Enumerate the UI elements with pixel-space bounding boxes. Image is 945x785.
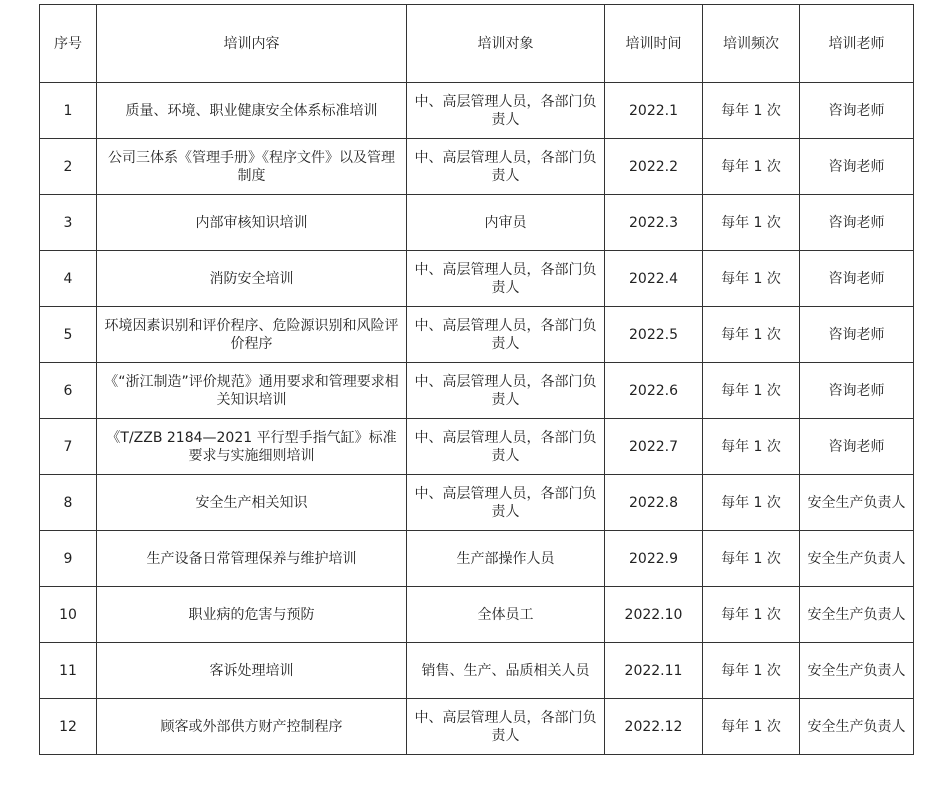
cell-frequency: 每年 1 次 [703, 587, 800, 643]
table-row [40, 475, 914, 531]
cell-target: 全体员工 [407, 587, 605, 643]
header-content: 培训内容 [97, 5, 407, 83]
cell-content: 质量、环境、职业健康安全体系标准培训 [97, 83, 407, 139]
cell-target: 内审员 [407, 195, 605, 251]
cell-target: 中、高层管理人员，各部门负责人 [407, 251, 605, 307]
cell-time: 2022.5 [605, 307, 703, 363]
cell-content: 《T/ZZB 2184—2021 平行型手指气缸》标准要求与实施细则培训 [97, 419, 407, 475]
cell-target: 中、高层管理人员，各部门负责人 [407, 307, 605, 363]
cell-time: 2022.3 [605, 195, 703, 251]
cell-no: 11 [40, 643, 97, 699]
cell-no: 10 [40, 587, 97, 643]
cell-teacher: 咨询老师 [800, 83, 914, 139]
cell-frequency: 每年 1 次 [703, 83, 800, 139]
cell-teacher: 安全生产负责人 [800, 531, 914, 587]
table-row [40, 307, 914, 363]
cell-frequency: 每年 1 次 [703, 699, 800, 755]
cell-frequency: 每年 1 次 [703, 643, 800, 699]
table-header-row [40, 5, 914, 83]
cell-target: 生产部操作人员 [407, 531, 605, 587]
table-row [40, 531, 914, 587]
header-no: 序号 [40, 5, 97, 83]
cell-frequency: 每年 1 次 [703, 139, 800, 195]
cell-target: 中、高层管理人员，各部门负责人 [407, 699, 605, 755]
cell-no: 12 [40, 699, 97, 755]
cell-time: 2022.4 [605, 251, 703, 307]
cell-teacher: 安全生产负责人 [800, 475, 914, 531]
cell-content: 消防安全培训 [97, 251, 407, 307]
cell-no: 9 [40, 531, 97, 587]
cell-content: 内部审核知识培训 [97, 195, 407, 251]
cell-teacher: 咨询老师 [800, 139, 914, 195]
table-row [40, 587, 914, 643]
cell-content: 《“浙江制造”评价规范》通用要求和管理要求相关知识培训 [97, 363, 407, 419]
cell-frequency: 每年 1 次 [703, 307, 800, 363]
cell-time: 2022.7 [605, 419, 703, 475]
cell-target: 中、高层管理人员，各部门负责人 [407, 363, 605, 419]
cell-time: 2022.1 [605, 83, 703, 139]
cell-frequency: 每年 1 次 [703, 419, 800, 475]
cell-frequency: 每年 1 次 [703, 531, 800, 587]
cell-time: 2022.9 [605, 531, 703, 587]
cell-frequency: 每年 1 次 [703, 195, 800, 251]
cell-time: 2022.2 [605, 139, 703, 195]
cell-time: 2022.11 [605, 643, 703, 699]
cell-target: 销售、生产、品质相关人员 [407, 643, 605, 699]
table-row [40, 195, 914, 251]
header-teacher: 培训老师 [800, 5, 914, 83]
cell-no: 3 [40, 195, 97, 251]
cell-content: 公司三体系《管理手册》《程序文件》以及管理制度 [97, 139, 407, 195]
cell-time: 2022.12 [605, 699, 703, 755]
cell-no: 8 [40, 475, 97, 531]
table-row [40, 83, 914, 139]
table-row [40, 643, 914, 699]
cell-teacher: 咨询老师 [800, 251, 914, 307]
cell-no: 4 [40, 251, 97, 307]
header-target: 培训对象 [407, 5, 605, 83]
cell-content: 职业病的危害与预防 [97, 587, 407, 643]
table-row [40, 139, 914, 195]
table-row [40, 251, 914, 307]
cell-content: 客诉处理培训 [97, 643, 407, 699]
cell-teacher: 咨询老师 [800, 195, 914, 251]
cell-teacher: 咨询老师 [800, 307, 914, 363]
cell-teacher: 安全生产负责人 [800, 699, 914, 755]
cell-target: 中、高层管理人员，各部门负责人 [407, 419, 605, 475]
training-plan-table [39, 4, 914, 755]
cell-content: 生产设备日常管理保养与维护培训 [97, 531, 407, 587]
cell-time: 2022.6 [605, 363, 703, 419]
cell-no: 1 [40, 83, 97, 139]
cell-frequency: 每年 1 次 [703, 251, 800, 307]
cell-teacher: 咨询老师 [800, 363, 914, 419]
table-row [40, 699, 914, 755]
cell-content: 顾客或外部供方财产控制程序 [97, 699, 407, 755]
table-row [40, 363, 914, 419]
cell-no: 2 [40, 139, 97, 195]
cell-content: 环境因素识别和评价程序、危险源识别和风险评价程序 [97, 307, 407, 363]
cell-no: 7 [40, 419, 97, 475]
cell-teacher: 安全生产负责人 [800, 643, 914, 699]
header-frequency: 培训频次 [703, 5, 800, 83]
header-time: 培训时间 [605, 5, 703, 83]
cell-no: 5 [40, 307, 97, 363]
cell-no: 6 [40, 363, 97, 419]
cell-content: 安全生产相关知识 [97, 475, 407, 531]
cell-frequency: 每年 1 次 [703, 475, 800, 531]
cell-target: 中、高层管理人员，各部门负责人 [407, 139, 605, 195]
cell-time: 2022.10 [605, 587, 703, 643]
cell-teacher: 安全生产负责人 [800, 587, 914, 643]
cell-teacher: 咨询老师 [800, 419, 914, 475]
cell-target: 中、高层管理人员，各部门负责人 [407, 475, 605, 531]
table-row [40, 419, 914, 475]
cell-time: 2022.8 [605, 475, 703, 531]
cell-frequency: 每年 1 次 [703, 363, 800, 419]
cell-target: 中、高层管理人员，各部门负责人 [407, 83, 605, 139]
